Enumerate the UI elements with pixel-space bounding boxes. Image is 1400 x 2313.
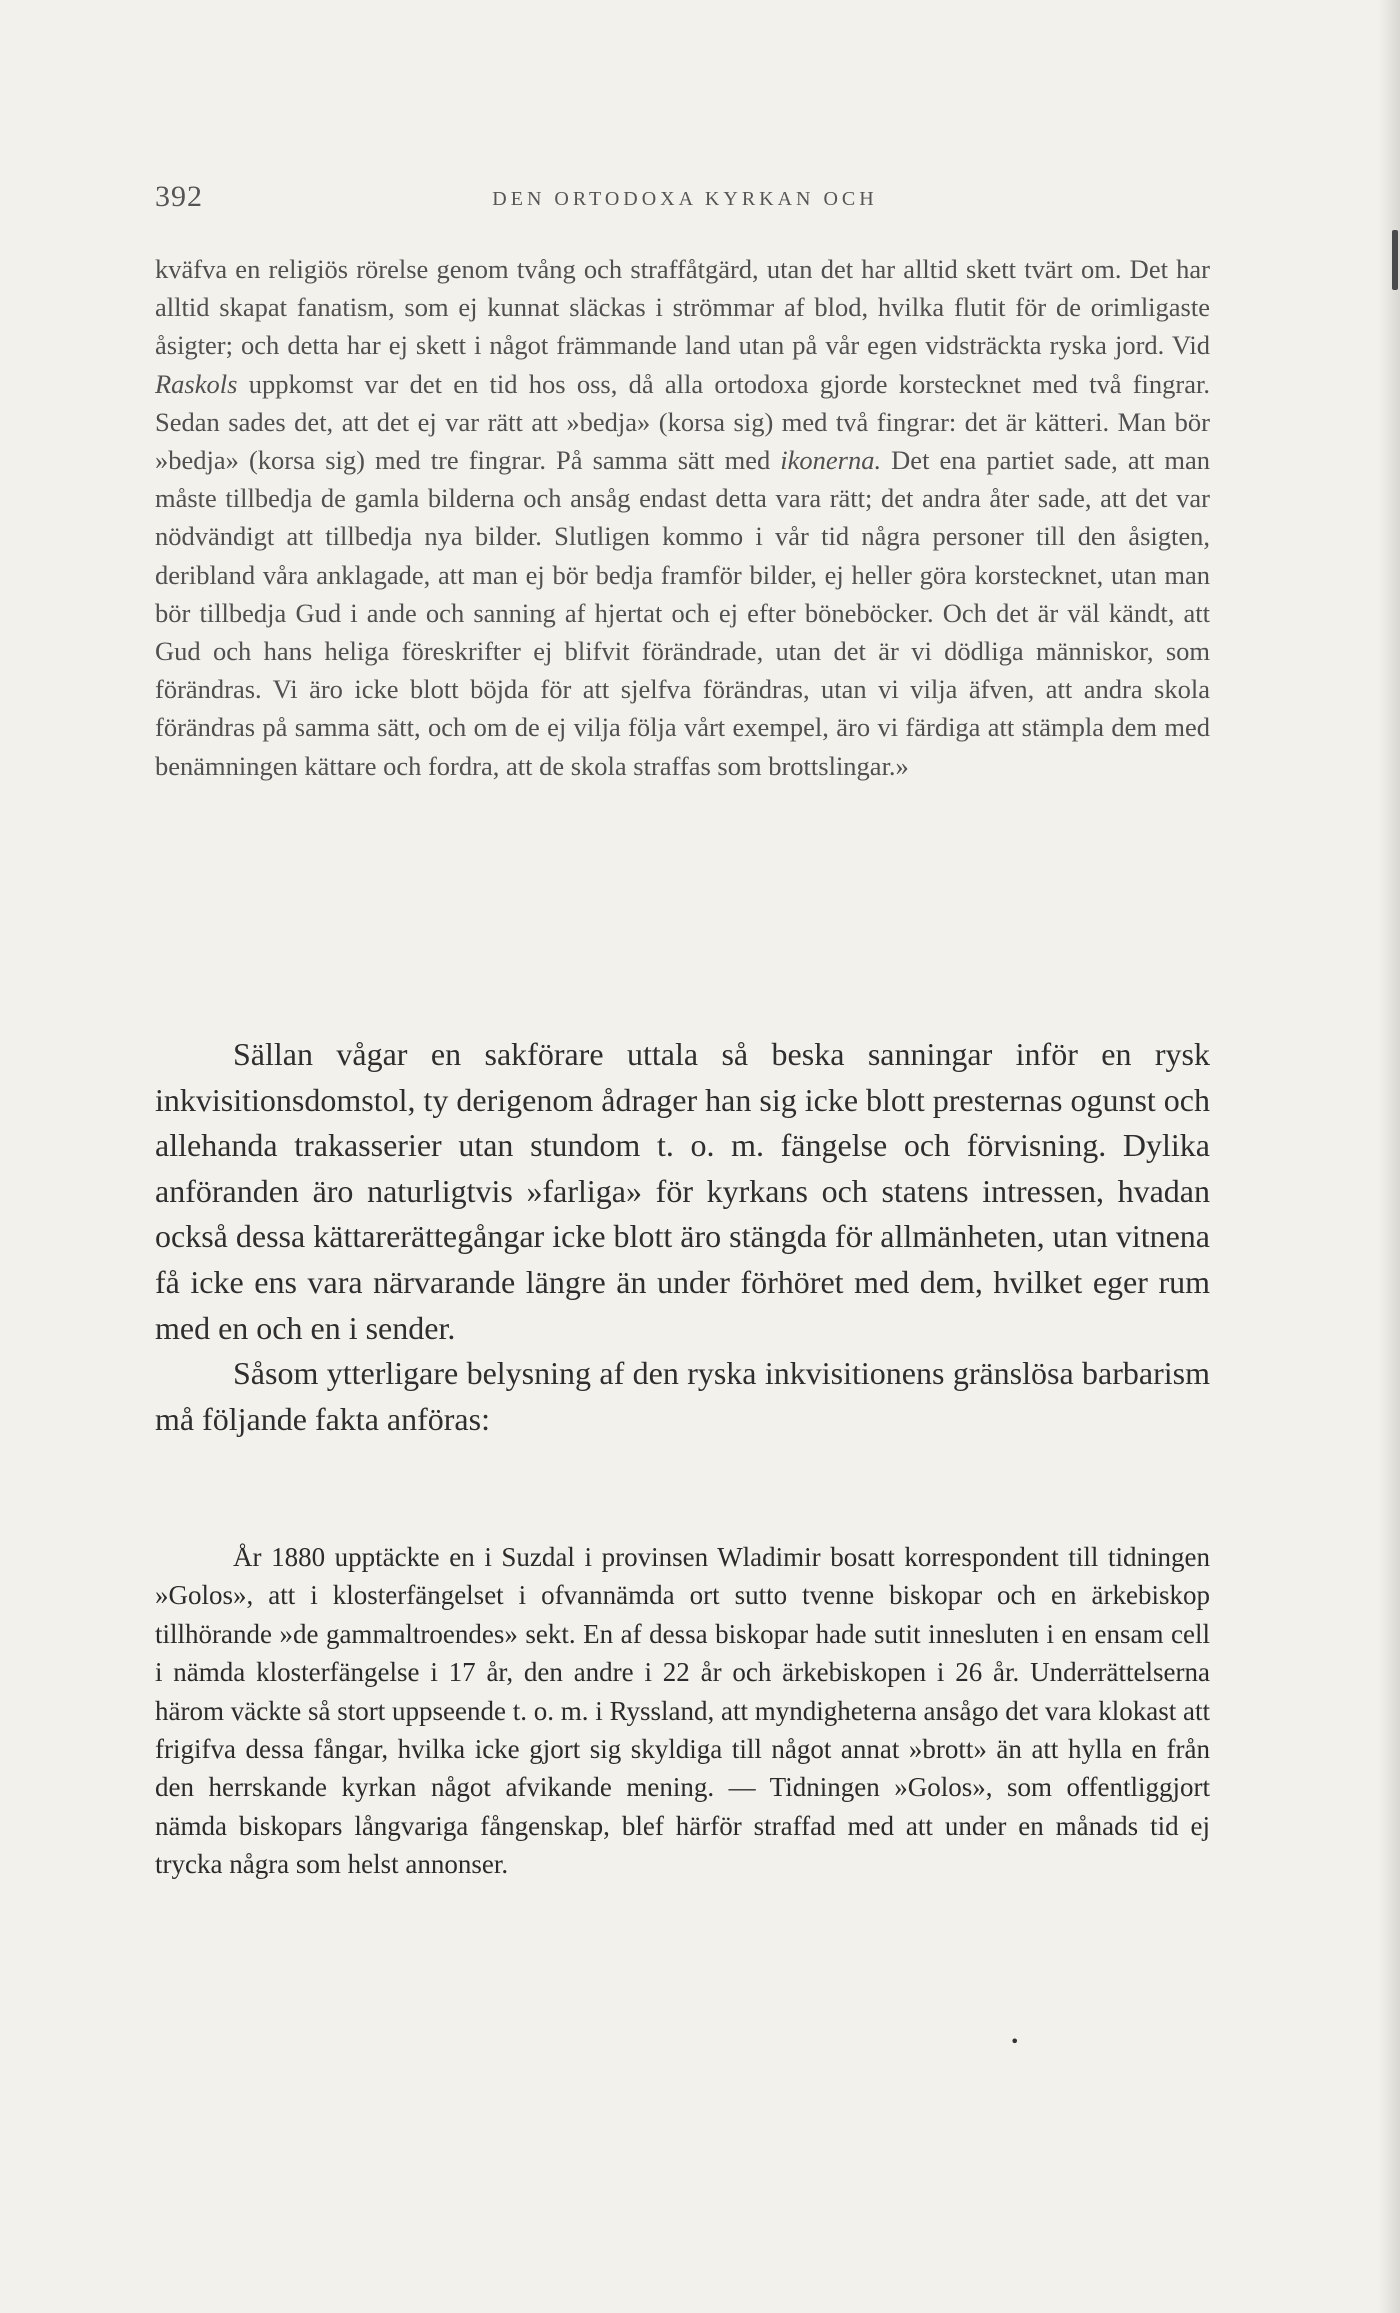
quote-text-3: Det ena partiet sade, att man måste tillbedja de gamla bilderna och ansåg endast detta vara rätt; det andra åter sade, att det var nödvändigt att tillbedja nya bilder. Slutligen kommo i vår tid några personer till den åsigten, deribland våra anklagade, att man ej bör bedja framför bilder, ej heller göra korstecknet, utan man bör tillbedja Gud i ande och sanning af hjertat och ej efter böneböcker. Och det är väl kändt, att Gud och hans heliga föreskrifter ej blifvit förändrade, utan det är vi dödliga människor, som förändras. Vi äro icke blott böjda för att sjelfva förändras, utan vi vilja äfven, att andra skola förändras på samma sätt, och om de ej vilja följa vårt exempel, äro vi färdiga att stämpla dem med benämningen kättare och fordra, att de skola straffas som brottslingar.»: [155, 445, 1211, 781]
page-header: [155, 180, 1215, 220]
quote-text-1: kväfva en religiös rörelse genom tvång och straffåtgärd, utan det har alltid skett tvärt om. Det har alltid skapat fanatism, som ej kunnat släckas i strömmar af blod, hvilka flutit för de orimligaste åsigter; och detta har ej skett i något främmande land utan på vår egen vidsträckta ryska jord. Vid: [155, 254, 1210, 361]
page-edge-mark: [1392, 230, 1398, 290]
page-number: 392: [155, 180, 203, 213]
quote-italic-raskols: Raskols: [155, 368, 238, 399]
excerpt-paragraph-1: År 1880 upptäckte en i Suzdal i provinsen Wladimir bosatt korrespondent till tidningen »Golos», att i klosterfängelset i ofvannämda ort sutto tvenne biskopar och en ärkebiskop tillhörande »de gammaltroendes» sekt. En af dessa biskopar hade sutit innesluten i en ensam cell i nämda klosterfängelse i 17 år, den andre i 22 år och ärkebiskopen i 26 år. Underrättelserna härom väckte så stort uppseende t. o. m. i Ryssland, att myndigheterna ansågo det vara klokast att frigifva dessa fångar, hvilka icke gjort sig skyldiga till något annat »brott» än att hylla en från den herrskande kyrkan något afvikande mening. — Tidningen »Golos», som offentliggjort nämda biskopars långvariga fångenskap, blef härför straffad med att under en månads tid ej trycka några som helst annonser.: [155, 1542, 1210, 1880]
quoted-speech-paragraph: [155, 250, 1210, 785]
body-paragraph-1: Sällan vågar en sakförare uttala så beska sanningar inför en rysk inkvisitionsdomstol, ty derigenom ådrager han sig icke blott presternas ogunst och allehanda trakasserier utan stundom t. o. m. fängelse och förvisning. Dylika anföranden äro naturligtvis »farliga» för kyrkans och statens intressen, hvadan också dessa kättarerättegångar icke blott äro stängda för allmänheten, utan vitnena få icke ens vara närvarande längre än under förhöret med dem, hvilket eger rum med en och en i sender.: [155, 1036, 1210, 1346]
body-paragraph-2: Såsom ytterligare belysning af den ryska inkvisitionens gränslösa barbarism må följande fakta anföras:: [155, 1355, 1210, 1437]
page-edge-shadow: [1378, 0, 1400, 2313]
body-text: [155, 1032, 1210, 1442]
running-head: DEN ORTODOXA KYRKAN OCH: [492, 188, 878, 210]
quoted-speech: [155, 250, 1210, 785]
bullet-ornament: •: [1010, 2032, 1020, 2051]
quote-text-2: uppkomst var det en tid hos oss, då alla ortodoxa gjorde korstecknet med två fingrar. Sedan sades det, att det ej var rätt att »bedja» (korsa sig) med två fingrar: det är kätteri. Man bör »bedja» (korsa sig) med tre fingrar. På samma sätt med: [155, 368, 1210, 476]
quote-italic-ikonerna: ikonerna.: [780, 445, 882, 476]
facts-excerpt: [155, 1538, 1210, 1884]
